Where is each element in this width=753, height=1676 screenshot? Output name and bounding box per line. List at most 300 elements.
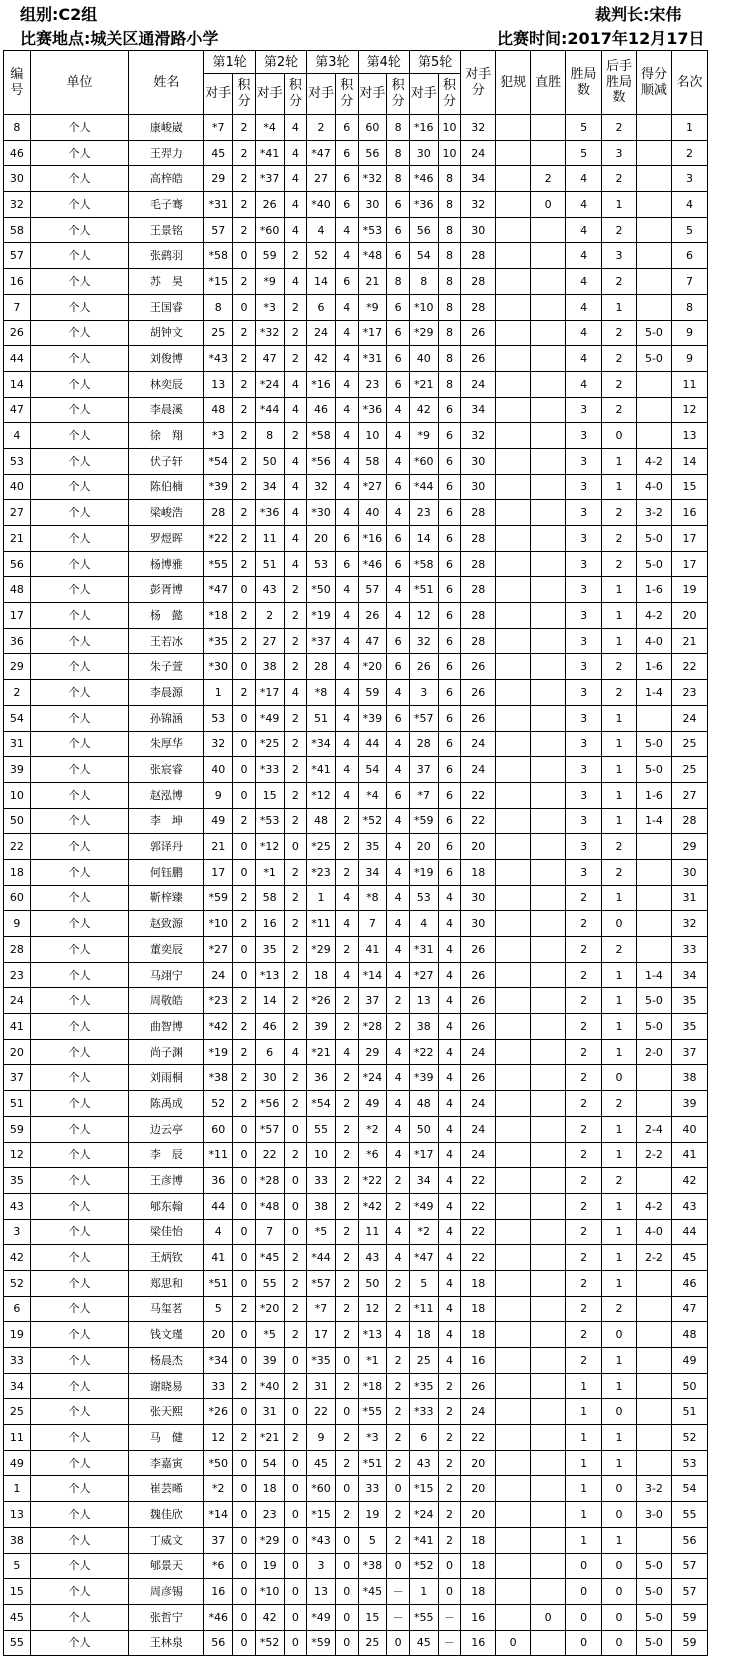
table-row	[4, 1527, 708, 1553]
cell-r5-opponent: *49	[409, 1193, 438, 1219]
cell-name: 马翊宁	[129, 962, 204, 988]
cell-id: 1	[4, 1476, 31, 1502]
cell-r4-opponent: *53	[358, 217, 387, 243]
cell-r3-score: 2	[335, 1014, 358, 1040]
cell-r3-score: 6	[335, 526, 358, 552]
cell-r4-score: 4	[387, 859, 410, 885]
cell-score-order	[636, 115, 671, 141]
cell-unit: 个人	[30, 1142, 129, 1168]
cell-name: 王景铭	[129, 217, 204, 243]
cell-score-order: 4-0	[636, 474, 671, 500]
cell-r1-score: 2	[233, 397, 256, 423]
cell-r5-score: 4	[438, 911, 461, 937]
table-row	[4, 705, 708, 731]
cell-r3-score: 4	[335, 217, 358, 243]
cell-r4-opponent: 35	[358, 834, 387, 860]
cell-second-wins: 1	[602, 808, 637, 834]
cell-name: 赵致源	[129, 911, 204, 937]
table-row	[4, 1450, 708, 1476]
cell-r1-score: 2	[233, 808, 256, 834]
cell-score-order	[636, 1168, 671, 1194]
cell-r2-score: 4	[284, 115, 307, 141]
cell-r4-score: 8	[387, 166, 410, 192]
cell-r3-score: 2	[335, 808, 358, 834]
cell-r3-opponent: *8	[307, 680, 336, 706]
cell-r5-opponent: 56	[409, 217, 438, 243]
cell-r2-score: 2	[284, 346, 307, 372]
cell-r3-score: 2	[335, 1296, 358, 1322]
table-row	[4, 1373, 708, 1399]
cell-id: 25	[4, 1399, 31, 1425]
cell-r1-opponent: 4	[204, 1219, 233, 1245]
cell-r4-opponent: *14	[358, 962, 387, 988]
cell-unit: 个人	[30, 1116, 129, 1142]
cell-id: 52	[4, 1270, 31, 1296]
cell-r1-score: 2	[233, 500, 256, 526]
cell-r1-opponent: *42	[204, 1014, 233, 1040]
cell-wins: 3	[566, 731, 602, 757]
cell-wins: 3	[566, 526, 602, 552]
cell-wins: 3	[566, 423, 602, 449]
cell-r2-opponent: 42	[255, 1604, 284, 1630]
cell-r1-score: 2	[233, 628, 256, 654]
cell-rank: 28	[671, 808, 707, 834]
cell-name: 马 健	[129, 1425, 204, 1451]
cell-r4-score: 2	[387, 1450, 410, 1476]
cell-score-order: 4-0	[636, 1219, 671, 1245]
cell-second-wins: 1	[602, 294, 637, 320]
cell-rank: 21	[671, 628, 707, 654]
cell-r5-opponent: 34	[409, 1168, 438, 1194]
cell-id: 27	[4, 500, 31, 526]
cell-r1-opponent: 37	[204, 1527, 233, 1553]
cell-foul	[496, 1348, 531, 1374]
cell-score-order: 2-0	[636, 1039, 671, 1065]
cell-r1-score: 2	[233, 911, 256, 937]
cell-rank: 54	[671, 1476, 707, 1502]
cell-r4-score: 8	[387, 140, 410, 166]
cell-name: 李晨源	[129, 680, 204, 706]
cell-second-wins: 2	[602, 859, 637, 885]
cell-r5-opponent: *47	[409, 1245, 438, 1271]
table-row	[4, 988, 708, 1014]
cell-r3-score: 4	[335, 294, 358, 320]
cell-second-wins: 1	[602, 1373, 637, 1399]
cell-opp-score: 26	[461, 705, 496, 731]
cell-r1-score: 2	[233, 474, 256, 500]
cell-r5-opponent: *58	[409, 551, 438, 577]
cell-unit: 个人	[30, 808, 129, 834]
cell-name: 刘雨桐	[129, 1065, 204, 1091]
cell-second-wins: 0	[602, 1553, 637, 1579]
table-row	[4, 654, 708, 680]
cell-r5-score: 4	[438, 1091, 461, 1117]
cell-r4-score: 4	[387, 1116, 410, 1142]
cell-r3-score: 4	[335, 371, 358, 397]
venue-label: 比赛地点:城关区通滑路小学	[20, 29, 219, 48]
cell-second-wins: 1	[602, 603, 637, 629]
cell-wins: 2	[566, 1322, 602, 1348]
table-row	[4, 1014, 708, 1040]
cell-r2-opponent: 47	[255, 346, 284, 372]
cell-unit: 个人	[30, 937, 129, 963]
cell-r5-opponent: *59	[409, 808, 438, 834]
cell-unit: 个人	[30, 371, 129, 397]
cell-r5-score: 2	[438, 1399, 461, 1425]
table-row	[4, 859, 708, 885]
cell-r4-opponent: 57	[358, 577, 387, 603]
cell-opp-score: 22	[461, 1193, 496, 1219]
cell-r4-score: 2	[387, 1014, 410, 1040]
cell-r2-opponent: *32	[255, 320, 284, 346]
cell-foul	[496, 1502, 531, 1528]
cell-opp-score: 34	[461, 397, 496, 423]
cell-opp-score: 28	[461, 269, 496, 295]
cell-opp-score: 26	[461, 937, 496, 963]
cell-name: 徐 翔	[129, 423, 204, 449]
cell-r3-opponent: *49	[307, 1604, 336, 1630]
cell-r2-opponent: 59	[255, 243, 284, 269]
cell-r1-score: 0	[233, 731, 256, 757]
cell-id: 46	[4, 140, 31, 166]
cell-r4-opponent: 59	[358, 680, 387, 706]
cell-id: 59	[4, 1116, 31, 1142]
cell-name: 杨 懿	[129, 603, 204, 629]
cell-r2-opponent: *28	[255, 1168, 284, 1194]
cell-foul	[496, 243, 531, 269]
cell-r3-opponent: *25	[307, 834, 336, 860]
cell-r1-opponent: 25	[204, 320, 233, 346]
cell-rank: 24	[671, 705, 707, 731]
cell-r3-score: 4	[335, 577, 358, 603]
cell-r5-opponent: 8	[409, 269, 438, 295]
cell-score-order: 5-0	[636, 988, 671, 1014]
cell-r5-score: 4	[438, 1296, 461, 1322]
cell-foul	[496, 115, 531, 141]
cell-direct-win	[531, 782, 566, 808]
cell-r2-opponent: 55	[255, 1270, 284, 1296]
cell-id: 57	[4, 243, 31, 269]
cell-unit: 个人	[30, 1039, 129, 1065]
cell-r1-opponent: 29	[204, 166, 233, 192]
cell-r1-score: 0	[233, 1193, 256, 1219]
cell-r3-opponent: *30	[307, 500, 336, 526]
cell-wins: 1	[566, 1399, 602, 1425]
cell-opp-score: 32	[461, 192, 496, 218]
cell-opp-score: 20	[461, 1450, 496, 1476]
cell-foul	[496, 757, 531, 783]
cell-r2-score: 2	[284, 1014, 307, 1040]
cell-r1-score: 2	[233, 885, 256, 911]
cell-foul	[496, 680, 531, 706]
cell-direct-win	[531, 1476, 566, 1502]
cell-second-wins: 1	[602, 192, 637, 218]
cell-unit: 个人	[30, 1425, 129, 1451]
cell-unit: 个人	[30, 1296, 129, 1322]
cell-rank: 14	[671, 448, 707, 474]
cell-r2-score: 2	[284, 1296, 307, 1322]
cell-name: 魏佳欣	[129, 1502, 204, 1528]
cell-wins: 2	[566, 1193, 602, 1219]
cell-r4-opponent: *17	[358, 320, 387, 346]
cell-direct-win	[531, 577, 566, 603]
cell-r2-score: 2	[284, 577, 307, 603]
cell-name: 彭胥博	[129, 577, 204, 603]
table-row	[4, 1322, 708, 1348]
cell-rank: 3	[671, 166, 707, 192]
cell-name: 李晨溪	[129, 397, 204, 423]
cell-wins: 4	[566, 269, 602, 295]
cell-id: 26	[4, 320, 31, 346]
cell-r1-opponent: *50	[204, 1450, 233, 1476]
cell-r4-opponent: 5	[358, 1527, 387, 1553]
cell-r1-opponent: 1	[204, 680, 233, 706]
cell-r5-score: 6	[438, 423, 461, 449]
cell-r3-score: 4	[335, 705, 358, 731]
cell-r5-opponent: 50	[409, 1116, 438, 1142]
cell-opp-score: 32	[461, 115, 496, 141]
cell-r2-score: 0	[284, 1168, 307, 1194]
cell-unit: 个人	[30, 757, 129, 783]
cell-r1-opponent: 16	[204, 1579, 233, 1605]
cell-name: 郇景天	[129, 1553, 204, 1579]
cell-r2-score: 2	[284, 1091, 307, 1117]
cell-id: 28	[4, 937, 31, 963]
cell-r3-score: 4	[335, 448, 358, 474]
cell-second-wins: 0	[602, 1579, 637, 1605]
cell-opp-score: 28	[461, 603, 496, 629]
cell-rank: 15	[671, 474, 707, 500]
cell-r3-score: 6	[335, 269, 358, 295]
cell-r4-score: 6	[387, 294, 410, 320]
cell-r4-opponent: *6	[358, 1142, 387, 1168]
col-r2-opponent: 对手	[255, 74, 284, 115]
cell-r4-score: 4	[387, 1245, 410, 1271]
cell-opp-score: 24	[461, 757, 496, 783]
cell-second-wins: 0	[602, 1399, 637, 1425]
cell-wins: 3	[566, 680, 602, 706]
cell-r3-score: 4	[335, 603, 358, 629]
cell-r1-score: 0	[233, 937, 256, 963]
cell-r4-opponent: 41	[358, 937, 387, 963]
cell-r3-score: 4	[335, 654, 358, 680]
cell-second-wins: 2	[602, 269, 637, 295]
cell-id: 51	[4, 1091, 31, 1117]
cell-r4-score: 8	[387, 115, 410, 141]
cell-second-wins: 1	[602, 448, 637, 474]
cell-wins: 4	[566, 320, 602, 346]
referee-label: 裁判长:宋伟	[595, 5, 682, 24]
cell-r4-opponent: 37	[358, 988, 387, 1014]
cell-r1-opponent: 8	[204, 294, 233, 320]
cell-score-order	[636, 217, 671, 243]
cell-r4-opponent: *8	[358, 885, 387, 911]
cell-score-order	[636, 269, 671, 295]
cell-r3-score: 2	[335, 1270, 358, 1296]
cell-r2-opponent: *1	[255, 859, 284, 885]
cell-r4-opponent: *48	[358, 243, 387, 269]
cell-second-wins: 2	[602, 680, 637, 706]
cell-r3-opponent: *21	[307, 1039, 336, 1065]
cell-foul	[496, 603, 531, 629]
cell-r3-score: 2	[335, 1245, 358, 1271]
cell-r1-score: 2	[233, 166, 256, 192]
cell-name: 张天熙	[129, 1399, 204, 1425]
cell-wins: 3	[566, 654, 602, 680]
cell-r2-score: 4	[284, 474, 307, 500]
cell-r4-opponent: 21	[358, 269, 387, 295]
cell-rank: 17	[671, 551, 707, 577]
cell-foul	[496, 1168, 531, 1194]
cell-r3-score: 2	[335, 937, 358, 963]
cell-r3-opponent: 48	[307, 808, 336, 834]
cell-r5-opponent: *2	[409, 1219, 438, 1245]
cell-second-wins: 2	[602, 526, 637, 552]
cell-score-order: 3-2	[636, 1476, 671, 1502]
cell-direct-win	[531, 1091, 566, 1117]
cell-unit: 个人	[30, 1630, 129, 1656]
cell-r5-opponent: 18	[409, 1322, 438, 1348]
cell-second-wins: 1	[602, 885, 637, 911]
cell-r2-score: 4	[284, 371, 307, 397]
cell-direct-win	[531, 680, 566, 706]
cell-r3-score: 0	[335, 1553, 358, 1579]
cell-r3-opponent: 24	[307, 320, 336, 346]
cell-r2-opponent: *40	[255, 1373, 284, 1399]
cell-r2-score: 4	[284, 269, 307, 295]
cell-name: 王若冰	[129, 628, 204, 654]
table-row	[4, 294, 708, 320]
cell-rank: 46	[671, 1270, 707, 1296]
col-r5-opponent: 对手	[409, 74, 438, 115]
cell-direct-win	[531, 1322, 566, 1348]
cell-wins: 2	[566, 1065, 602, 1091]
cell-unit: 个人	[30, 217, 129, 243]
table-row	[4, 448, 708, 474]
cell-id: 21	[4, 526, 31, 552]
cell-r5-score: 4	[438, 988, 461, 1014]
cell-foul	[496, 192, 531, 218]
cell-name: 梁峻浩	[129, 500, 204, 526]
table-row	[4, 1630, 708, 1656]
cell-r5-score: 4	[438, 1039, 461, 1065]
cell-r2-opponent: *48	[255, 1193, 284, 1219]
cell-rank: 29	[671, 834, 707, 860]
cell-rank: 23	[671, 680, 707, 706]
col-rank: 名次	[671, 51, 707, 115]
cell-r5-score: 2	[438, 1476, 461, 1502]
cell-r5-opponent: *7	[409, 782, 438, 808]
cell-direct-win	[531, 1425, 566, 1451]
cell-r2-score: 4	[284, 140, 307, 166]
cell-r3-score: 2	[335, 988, 358, 1014]
cell-r2-opponent: *3	[255, 294, 284, 320]
cell-r4-score: 0	[387, 1476, 410, 1502]
cell-second-wins: 2	[602, 500, 637, 526]
col-id: 编号	[4, 51, 31, 115]
cell-r5-opponent: 43	[409, 1450, 438, 1476]
cell-direct-win	[531, 294, 566, 320]
cell-rank: 5	[671, 217, 707, 243]
cell-r5-score: 6	[438, 680, 461, 706]
cell-foul	[496, 1270, 531, 1296]
table-row	[4, 1296, 708, 1322]
cell-r4-opponent: 11	[358, 1219, 387, 1245]
cell-r5-score: 4	[438, 1348, 461, 1374]
cell-opp-score: 18	[461, 1322, 496, 1348]
cell-id: 47	[4, 397, 31, 423]
cell-r4-score: 2	[387, 1270, 410, 1296]
cell-direct-win	[531, 1270, 566, 1296]
cell-opp-score: 26	[461, 654, 496, 680]
cell-unit: 个人	[30, 782, 129, 808]
cell-r3-score: 4	[335, 346, 358, 372]
cell-unit: 个人	[30, 423, 129, 449]
cell-r3-opponent: *26	[307, 988, 336, 1014]
col-r1-score: 积分	[233, 74, 256, 115]
cell-direct-win	[531, 474, 566, 500]
cell-r1-opponent: *31	[204, 192, 233, 218]
col-direct-win: 直胜	[531, 51, 566, 115]
cell-r2-score: 0	[284, 1604, 307, 1630]
cell-name: 靳梓臻	[129, 885, 204, 911]
cell-r1-score: 2	[233, 115, 256, 141]
table-row	[4, 577, 708, 603]
cell-foul	[496, 526, 531, 552]
cell-r5-opponent: 42	[409, 397, 438, 423]
cell-r2-score: 2	[284, 1322, 307, 1348]
cell-r2-opponent: *57	[255, 1116, 284, 1142]
cell-rank: 13	[671, 423, 707, 449]
cell-r4-opponent: *36	[358, 397, 387, 423]
cell-r1-score: 0	[233, 1348, 256, 1374]
cell-r4-score: 2	[387, 1425, 410, 1451]
cell-r5-score: 0	[438, 1553, 461, 1579]
cell-wins: 1	[566, 1373, 602, 1399]
cell-r3-opponent: *19	[307, 603, 336, 629]
cell-r5-opponent: *9	[409, 423, 438, 449]
cell-r1-opponent: *38	[204, 1065, 233, 1091]
cell-r4-score: 4	[387, 962, 410, 988]
cell-r1-score: 0	[233, 1502, 256, 1528]
cell-r1-score: 0	[233, 705, 256, 731]
cell-score-order	[636, 423, 671, 449]
cell-r2-score: 4	[284, 166, 307, 192]
cell-r5-opponent: *60	[409, 448, 438, 474]
cell-r3-score: 2	[335, 1373, 358, 1399]
cell-r4-score: 4	[387, 1039, 410, 1065]
col-r3-score: 积分	[335, 74, 358, 115]
cell-score-order	[636, 140, 671, 166]
cell-r4-opponent: 56	[358, 140, 387, 166]
cell-r4-opponent: 60	[358, 115, 387, 141]
cell-foul	[496, 1142, 531, 1168]
cell-name: 孙锦涵	[129, 705, 204, 731]
cell-second-wins: 2	[602, 654, 637, 680]
cell-r5-score: 6	[438, 526, 461, 552]
cell-score-order	[636, 243, 671, 269]
cell-foul	[496, 1373, 531, 1399]
cell-r3-score: 6	[335, 192, 358, 218]
cell-r3-score: 4	[335, 962, 358, 988]
cell-r4-score: 6	[387, 192, 410, 218]
cell-wins: 2	[566, 1348, 602, 1374]
cell-opp-score: 28	[461, 243, 496, 269]
cell-opp-score: 24	[461, 140, 496, 166]
cell-second-wins: 2	[602, 551, 637, 577]
cell-name: 郑思和	[129, 1270, 204, 1296]
cell-r5-opponent: *27	[409, 962, 438, 988]
